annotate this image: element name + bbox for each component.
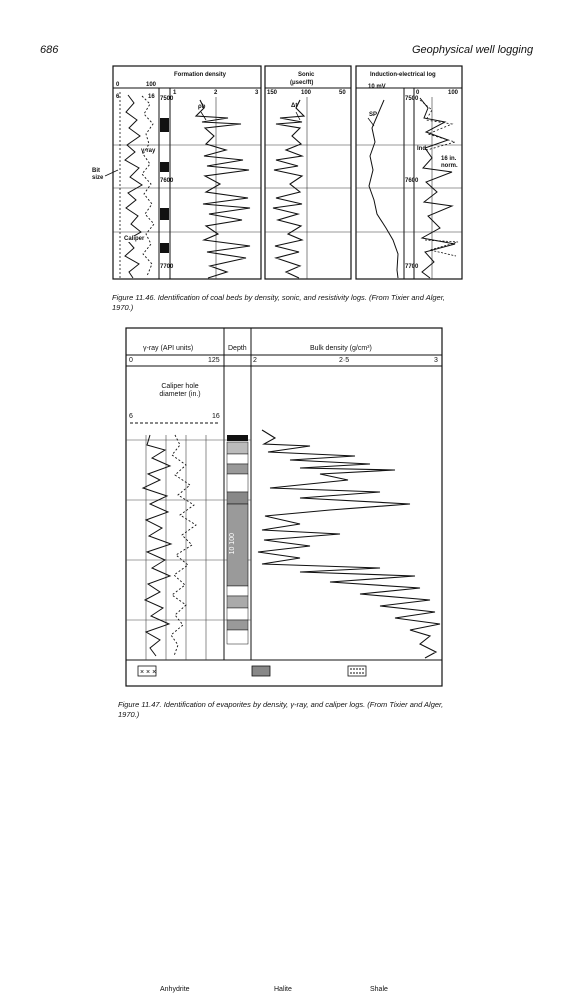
figure-11-46-caption: Figure 11.46. Identification of coal beds by density, sonic, and resistivity logs. (From Tixier and Alger, 1970.) [112, 293, 445, 312]
gamma-ray-label: γ-ray [141, 148, 156, 154]
density-depth-7500: 7500 [160, 96, 174, 102]
density-scale-2-5: 2·5 [339, 357, 350, 364]
gamma-header: γ-ray (API units) [143, 345, 194, 352]
caliper-scale-min: 6 [116, 94, 120, 100]
caliper-label: Caliper [124, 236, 145, 242]
res-scale-min: 0 [416, 90, 420, 96]
bit-size-label: Bit size [92, 168, 104, 181]
density-header: Bulk density (g/cm³) [310, 345, 372, 352]
page-number: 686 [40, 44, 59, 56]
density-title: Formation density [174, 72, 227, 78]
gamma-scale-125: 125 [208, 357, 220, 364]
ind-label: Ind. [417, 146, 428, 152]
sp-scale: 10 mV [368, 84, 386, 90]
caliper-scale-6: 6 [129, 413, 133, 420]
sonic-title: Sonic [298, 72, 315, 78]
svg-text:× × ×: × × × [140, 669, 157, 676]
density-scale-3: 3 [255, 90, 259, 96]
caliper-title: Caliper hole diameter (in.) [159, 383, 201, 398]
gamma-scale-0: 0 [129, 357, 133, 364]
legend-shale: Shale [370, 986, 388, 993]
density-depth-7700: 7700 [160, 264, 174, 270]
induction-depth-7600: 7600 [405, 178, 419, 184]
density-scale-2: 2 [253, 357, 257, 364]
sonic-scale-100: 100 [301, 90, 312, 96]
norm-label: 16 in. norm. [441, 156, 458, 169]
density-curve-label: ρb [198, 104, 206, 110]
induction-depth-7700: 7700 [405, 264, 419, 270]
density-scale-1: 1 [173, 90, 177, 96]
sp-label: SP [369, 112, 378, 118]
legend-anhydrite: Anhydrite [160, 986, 190, 993]
figure-11-47-caption: Figure 11.47. Identification of evaporites by density, γ-ray, and caliper logs. (From Tixier and Alger, 1970.) [118, 700, 444, 719]
sonic-scale-50: 50 [339, 90, 346, 96]
depth-value: 10 100 [229, 533, 236, 555]
gamma-scale-min: 0 [116, 82, 120, 88]
caliper-scale-16: 16 [212, 413, 220, 420]
induction-depth-7500: 7500 [405, 96, 419, 102]
figure-11-47-plot [0, 320, 564, 692]
density-depth-7600: 7600 [160, 178, 174, 184]
figure-11-46-plot [0, 0, 564, 300]
caliper-scale-max: 16 [148, 94, 155, 100]
legend-halite: Halite [274, 986, 292, 993]
density-scale-2: 2 [214, 90, 218, 96]
depth-header: Depth [228, 345, 247, 352]
induction-title: Induction-electrical log [370, 72, 436, 78]
figure-11-46 [0, 0, 564, 300]
sonic-units: (μsec/ft) [290, 80, 314, 86]
res-scale-max: 100 [448, 90, 459, 96]
running-title: Geophysical well logging [412, 44, 534, 56]
sonic-scale-150: 150 [267, 90, 278, 96]
sonic-curve-label: Δt [291, 103, 298, 109]
density-scale-3: 3 [434, 357, 438, 364]
gamma-scale-max: 100 [146, 82, 157, 88]
